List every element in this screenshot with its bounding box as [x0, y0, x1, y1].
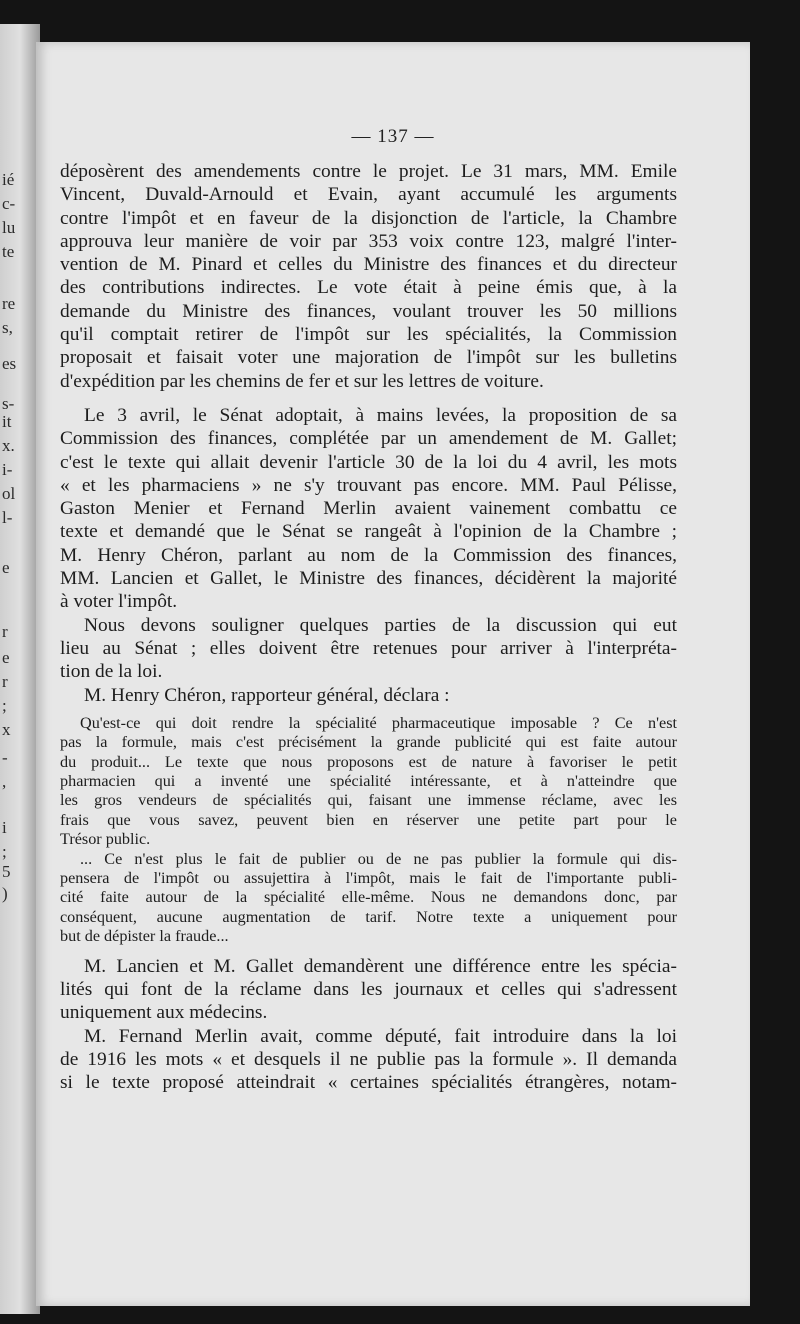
text-line: Gaston Menier et Fernand Merlin avaient vainement combattu ce: [60, 498, 677, 520]
text-line: si le texte proposé atteindrait « certaines spécialités étrangères, notam-: [60, 1072, 677, 1094]
quote-line: ... Ce n'est plus le fait de publier ou de ne pas publier la formule qui dis-: [80, 849, 677, 868]
quote-line: pas la formule, mais c'est précisément la grande publicité qui est faite autour: [60, 733, 677, 752]
quote-line: frais que vous savez, peuvent bien en réserver une petite part pour le: [60, 810, 677, 829]
margin-fragment: x: [2, 720, 11, 739]
margin-fragment: te: [2, 242, 15, 261]
margin-fragment: i-: [2, 460, 13, 479]
text-line: Commission des finances, complétée par un amendement de M. Gallet;: [60, 428, 677, 450]
quote-line: but de dépister la fraude...: [60, 927, 229, 946]
quote-line: les gros vendeurs de spécialités qui, faisant une immense réclame, avec les: [60, 791, 677, 810]
margin-fragment: s-: [2, 394, 15, 413]
margin-fragment: x.: [2, 436, 15, 455]
text-line: Nous devons souligner quelques parties de la discussion qui eut: [84, 614, 677, 636]
text-line: M. Fernand Merlin avait, comme député, fait introduire dans la loi: [84, 1025, 677, 1047]
margin-fragment: s,: [2, 318, 13, 337]
paragraph: [60, 404, 677, 614]
paragraph: [60, 160, 677, 393]
quote-line: Qu'est-ce qui doit rendre la spécialité pharmaceutique imposable ? Ce n'est: [80, 713, 677, 732]
margin-fragment: i: [2, 818, 7, 837]
paragraph: [60, 1025, 677, 1095]
text-line: « et les pharmaciens » ne s'y trouvant pas encore. MM. Paul Pélisse,: [60, 474, 677, 496]
margin-fragment: e: [2, 558, 10, 577]
text-line: déposèrent des amendements contre le projet. Le 31 mars, MM. Emile: [60, 161, 677, 182]
quote-line: cité faite autour de la spécialité elle-même. Nous ne demandons donc, par: [60, 888, 677, 907]
margin-fragment: -: [2, 748, 8, 767]
text-line: lités qui font de la réclame dans les journaux et celles qui s'adressent: [60, 979, 677, 1000]
text-line: à voter l'impôt.: [60, 591, 178, 613]
text-line: d'expédition par les chemins de fer et sur les lettres de voiture.: [60, 370, 544, 392]
margin-fragment: ol: [2, 484, 16, 503]
text-line: Vincent, Duvald-Arnould et Evain, ayant accumulé les arguments: [60, 184, 677, 206]
paragraph: [60, 614, 677, 684]
text-line: contre l'impôt et en faveur de la disjonction de l'article, la Chambre: [60, 207, 677, 229]
margin-fragment: ;: [2, 696, 7, 715]
margin-fragment: ;: [2, 842, 7, 861]
paragraph: [60, 684, 677, 707]
quote-line: du produit... Le texte que nous proposons est de nature à favoriser le petit: [60, 752, 677, 771]
margin-fragment: re: [2, 294, 16, 313]
page-number: — 137 —: [351, 126, 435, 147]
block-quote: [60, 714, 677, 850]
text-line: texte et demandé que le Sénat se rangeât à l'opinion de la Chambre ;: [60, 521, 677, 543]
text-line: M. Henry Chéron, rapporteur général, déclara :: [84, 684, 450, 706]
margin-fragment: ): [2, 884, 8, 903]
block-quote: [60, 850, 677, 947]
quote-line: conséquent, aucune augmentation de tarif. Notre texte a uniquement pour: [60, 907, 677, 926]
text-line: proposait et faisait voter une majoration de l'impôt sur les bulletins: [60, 347, 677, 369]
book-page: [36, 42, 750, 1306]
margin-fragment: 5: [2, 862, 11, 881]
text-line: approuva leur manière de voir par 353 voix contre 123, malgré l'inter-: [60, 230, 677, 252]
margin-fragment: es: [2, 354, 17, 373]
text-line: qu'il comptait retirer de l'impôt sur les spécialités, la Commission: [60, 324, 677, 346]
quote-line: Trésor public.: [60, 830, 151, 849]
text-line: Le 3 avril, le Sénat adoptait, à mains levées, la proposition de sa: [84, 404, 677, 426]
paragraph: [60, 955, 677, 1025]
text-line: lieu au Sénat ; elles doivent être retenues pour arriver à l'interpréta-: [60, 637, 677, 659]
margin-fragment: l-: [2, 508, 13, 527]
margin-fragment: it: [2, 412, 12, 431]
margin-fragment: ié: [2, 170, 15, 189]
text-line: de 1916 les mots « et desquels il ne publie pas la formule ». Il demanda: [60, 1048, 677, 1070]
text-line: des contributions indirectes. Le vote était à peine émis que, à la: [60, 277, 677, 299]
text-line: c'est le texte qui allait devenir l'article 30 de la loi du 4 avril, les mots: [60, 451, 677, 473]
page-body: [60, 160, 677, 1094]
text-line: M. Lancien et M. Gallet demandèrent une différence entre les spécia-: [84, 955, 677, 977]
margin-fragment: ,: [2, 772, 7, 791]
text-line: MM. Lancien et Gallet, le Ministre des finances, décidèrent la majorité: [60, 568, 677, 590]
quote-line: pensera de l'impôt ou assujettira à l'impôt, mais le fait de l'importante publi-: [60, 869, 677, 888]
quote-line: pharmacien qui a inventé une spécialité intéressante, et à n'atteindre que: [60, 772, 677, 791]
margin-fragment: r: [2, 672, 8, 691]
text-line: demande du Ministre des finances, voulant trouver les 50 millions: [60, 300, 677, 322]
text-line: vention de M. Pinard et celles du Ministre des finances et du directeur: [60, 254, 677, 276]
text-line: uniquement aux médecins.: [60, 1002, 268, 1024]
text-line: tion de la loi.: [60, 661, 163, 683]
margin-fragment: r: [2, 622, 8, 641]
text-line: M. Henry Chéron, parlant au nom de la Commission des finances,: [60, 544, 677, 566]
margin-fragment: lu: [2, 218, 16, 237]
margin-fragment: e: [2, 648, 10, 667]
previous-page-edge: [0, 24, 40, 1314]
margin-fragment: c-: [2, 194, 16, 213]
